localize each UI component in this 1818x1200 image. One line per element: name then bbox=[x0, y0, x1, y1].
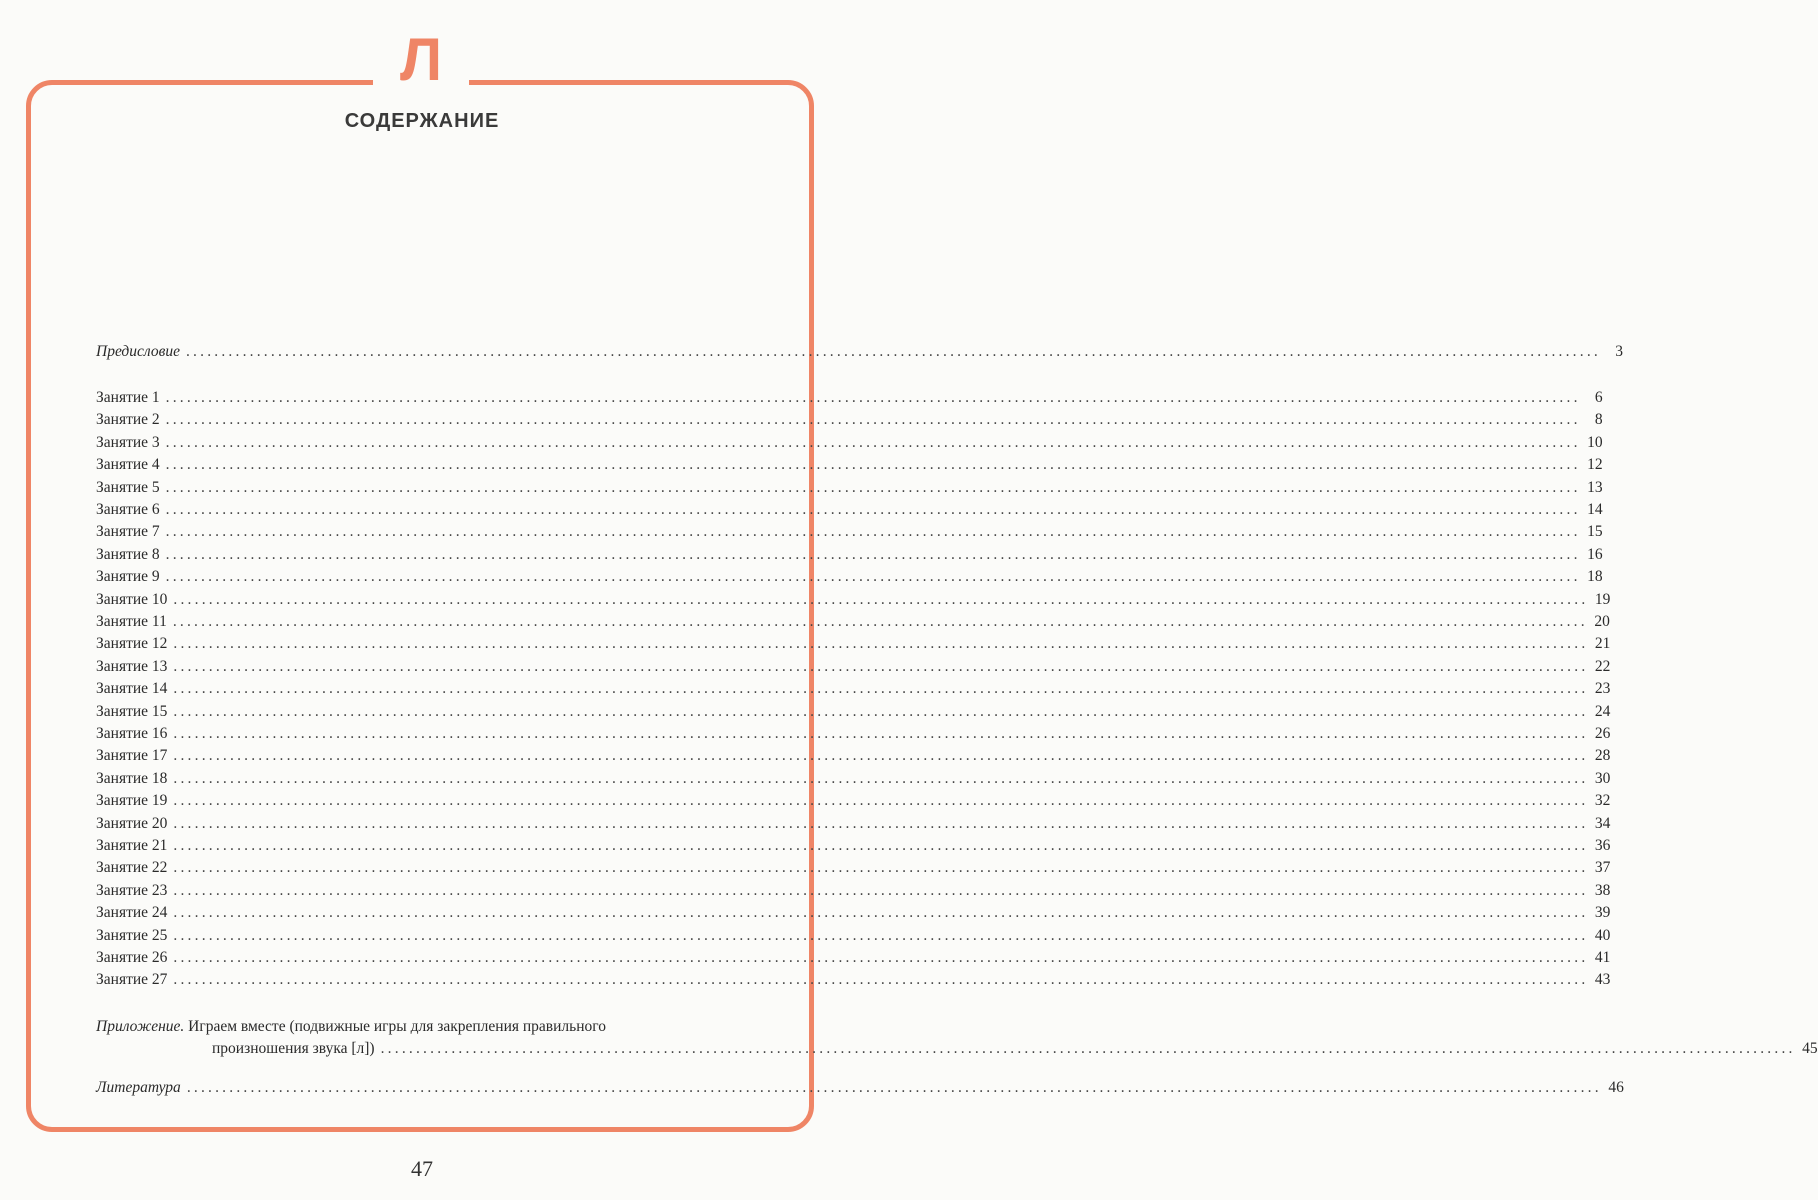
toc-row-lesson[interactable] bbox=[96, 813, 1611, 835]
toc-label: Занятие 13 bbox=[96, 657, 168, 675]
toc-label: Занятие 21 bbox=[96, 837, 168, 854]
toc-leader: ........................................................................................................................................................................................................ bbox=[173, 680, 1589, 698]
toc-row-lesson[interactable] bbox=[96, 902, 1611, 924]
toc-leader: ........................................................................................................................................................................................................ bbox=[165, 523, 1581, 541]
toc-page: 43 bbox=[1594, 971, 1611, 989]
toc-leader: ........................................................................................................................................................................................................ bbox=[173, 881, 1589, 899]
toc-label: Занятие 26 bbox=[96, 949, 168, 966]
toc-leader: ........................................................................................................................................................................................................ bbox=[165, 545, 1581, 563]
toc-page: 23 bbox=[1594, 680, 1611, 698]
toc-label: Занятие 11 bbox=[96, 613, 167, 630]
toc-leader: ........................................................................................................................................................................................................ bbox=[185, 343, 1601, 360]
toc-leader: ........................................................................................................................................................................................................ bbox=[173, 792, 1589, 810]
toc-leader: ........................................................................................................................................................................................................ bbox=[173, 635, 1589, 653]
toc-label: Занятие 5 bbox=[96, 478, 160, 496]
toc-label: Занятие 2 bbox=[96, 411, 160, 429]
toc-row-lesson[interactable] bbox=[96, 611, 1610, 633]
toc-leader: ........................................................................................................................................................................................................ bbox=[165, 433, 1581, 451]
toc-page: 10 bbox=[1587, 433, 1603, 451]
toc-label: Занятие 23 bbox=[96, 881, 168, 899]
toc-label: Занятие 15 bbox=[96, 702, 168, 720]
toc-row-lesson[interactable] bbox=[96, 947, 1611, 969]
toc-leader: ........................................................................................................................................................................................................ bbox=[165, 478, 1581, 496]
toc-label: Занятие 22 bbox=[96, 859, 168, 877]
toc-row-literature[interactable] bbox=[96, 1077, 1624, 1099]
toc-leader: ........................................................................................................................................................................................................ bbox=[173, 590, 1589, 608]
toc-page: 14 bbox=[1587, 501, 1603, 518]
toc-label: Занятие 27 bbox=[96, 971, 168, 989]
toc-label: Занятие 14 bbox=[96, 680, 168, 698]
toc-leader: ........................................................................................................................................................................................................ bbox=[173, 949, 1589, 966]
toc-page: 3 bbox=[1615, 343, 1623, 360]
toc-label: Занятие 20 bbox=[96, 814, 168, 832]
toc-leader: ........................................................................................................................................................................................................ bbox=[173, 837, 1589, 854]
toc-page: 34 bbox=[1594, 814, 1611, 832]
toc-page: 36 bbox=[1594, 837, 1611, 854]
toc-row-lesson[interactable] bbox=[96, 969, 1611, 991]
toc-appendix-text: Играем вместе (подвижные игры для закрепления правильного bbox=[188, 1018, 606, 1035]
toc-appendix-text-2: произношения звука [л]) bbox=[212, 1040, 375, 1057]
toc-page: 41 bbox=[1594, 949, 1611, 966]
toc-leader: ........................................................................................................................................................................................................ bbox=[165, 501, 1581, 518]
toc-leader: ........................................................................................................................................................................................................ bbox=[165, 456, 1581, 474]
toc-page: 39 bbox=[1594, 904, 1611, 922]
toc-row-lesson[interactable] bbox=[96, 387, 1603, 409]
toc-leader: ........................................................................................................................................................................................................ bbox=[173, 904, 1589, 922]
toc-leader: ........................................................................................................................................................................................................ bbox=[173, 657, 1589, 675]
toc-appendix-line1[interactable] bbox=[96, 1016, 776, 1038]
toc-row-lesson[interactable] bbox=[96, 723, 1611, 745]
toc-page: 19 bbox=[1594, 590, 1611, 608]
toc-row-lesson[interactable] bbox=[96, 409, 1603, 431]
page-title: СОДЕРЖАНИЕ bbox=[344, 110, 500, 132]
toc-page: 28 bbox=[1594, 747, 1611, 765]
toc-row-lesson[interactable] bbox=[96, 656, 1611, 678]
toc-label: Занятие 9 bbox=[96, 568, 160, 586]
toc-row-lesson[interactable] bbox=[96, 499, 1603, 521]
toc-row-lesson[interactable] bbox=[96, 925, 1611, 947]
toc-leader: ........................................................................................................................................................................................................ bbox=[165, 411, 1581, 429]
toc-page: 20 bbox=[1594, 613, 1610, 630]
toc-leader: ........................................................................................................................................................................................................ bbox=[173, 725, 1589, 742]
toc-label: Литература bbox=[96, 1079, 181, 1096]
toc-page: 38 bbox=[1594, 881, 1611, 899]
toc-label: Занятие 1 bbox=[96, 389, 160, 406]
toc-label: Занятие 10 bbox=[96, 590, 168, 608]
toc-row-lesson[interactable] bbox=[96, 678, 1611, 700]
toc-row-lesson[interactable] bbox=[96, 768, 1611, 790]
toc-row-lesson[interactable] bbox=[96, 790, 1611, 812]
toc-row-lesson[interactable] bbox=[96, 701, 1611, 723]
toc-leader: ........................................................................................................................................................................................................ bbox=[173, 747, 1589, 765]
toc-row-lesson[interactable] bbox=[96, 745, 1611, 767]
toc-page: 12 bbox=[1587, 456, 1603, 474]
toc-leader: ........................................................................................................................................................................................................ bbox=[173, 859, 1589, 877]
toc-leader: ........................................................................................................................................................................................................ bbox=[173, 926, 1589, 944]
toc-label: Предисловие bbox=[96, 343, 180, 360]
toc-page: 30 bbox=[1594, 769, 1611, 787]
page-number: 47 bbox=[411, 1156, 433, 1181]
toc-row-appendix[interactable] bbox=[212, 1038, 1818, 1060]
toc-row-lesson[interactable] bbox=[96, 544, 1603, 566]
toc-page: 21 bbox=[1594, 635, 1611, 653]
toc-leader: ........................................................................................................................................................................................................ bbox=[186, 1079, 1602, 1096]
toc-leader: ........................................................................................................................................................................................................ bbox=[173, 769, 1589, 787]
toc-page: 8 bbox=[1594, 411, 1603, 429]
toc-row-lesson[interactable] bbox=[96, 432, 1603, 454]
chapter-letter: Л bbox=[399, 26, 443, 93]
toc-page: 6 bbox=[1594, 389, 1603, 406]
toc-page: 13 bbox=[1587, 478, 1603, 496]
toc-page: 46 bbox=[1608, 1079, 1624, 1096]
toc-leader: ........................................................................................................................................................................................................ bbox=[173, 702, 1589, 720]
toc-row-lesson[interactable] bbox=[96, 454, 1603, 476]
toc-label: Занятие 18 bbox=[96, 769, 168, 787]
toc-label: Занятие 7 bbox=[96, 523, 160, 541]
toc-page: 40 bbox=[1594, 926, 1611, 944]
toc-page: 15 bbox=[1587, 523, 1603, 541]
toc-label: Занятие 6 bbox=[96, 501, 160, 518]
toc-label: Занятие 24 bbox=[96, 904, 168, 922]
toc-leader: ........................................................................................................................................................................................................ bbox=[380, 1040, 1796, 1057]
toc-leader: ........................................................................................................................................................................................................ bbox=[173, 971, 1589, 989]
toc-label: Занятие 8 bbox=[96, 545, 160, 563]
toc-leader: ........................................................................................................................................................................................................ bbox=[165, 389, 1581, 406]
toc-page: 37 bbox=[1594, 859, 1611, 877]
toc-leader: ........................................................................................................................................................................................................ bbox=[173, 814, 1589, 832]
toc-label: Занятие 17 bbox=[96, 747, 168, 765]
toc-row-lesson[interactable] bbox=[96, 857, 1611, 879]
toc-label: Занятие 16 bbox=[96, 725, 168, 742]
toc-row-lesson[interactable] bbox=[96, 835, 1611, 857]
toc-row-lesson[interactable] bbox=[96, 633, 1611, 655]
toc-label: Занятие 4 bbox=[96, 456, 160, 474]
toc-row-lesson[interactable] bbox=[96, 589, 1611, 611]
toc-label: Занятие 19 bbox=[96, 792, 168, 810]
toc-page: 45 bbox=[1802, 1040, 1818, 1057]
toc-page: 18 bbox=[1587, 568, 1603, 586]
toc-row-lesson[interactable] bbox=[96, 477, 1603, 499]
toc-page: 26 bbox=[1594, 725, 1611, 742]
toc-row-lesson[interactable] bbox=[96, 566, 1603, 588]
toc-label: Занятие 25 bbox=[96, 926, 168, 944]
toc-leader: ........................................................................................................................................................................................................ bbox=[172, 613, 1588, 630]
toc-row-lesson[interactable] bbox=[96, 521, 1603, 543]
toc-label: Занятие 3 bbox=[96, 433, 160, 451]
toc-row-preface[interactable] bbox=[96, 341, 1623, 363]
toc-page: 16 bbox=[1587, 545, 1603, 563]
toc-label: Занятие 12 bbox=[96, 635, 168, 653]
toc-page: 22 bbox=[1594, 657, 1611, 675]
toc-page: 32 bbox=[1594, 792, 1611, 810]
toc-appendix-label: Приложение. bbox=[96, 1018, 185, 1035]
toc-leader: ........................................................................................................................................................................................................ bbox=[165, 568, 1581, 586]
toc-row-lesson[interactable] bbox=[96, 880, 1611, 902]
toc-page: 24 bbox=[1594, 702, 1611, 720]
